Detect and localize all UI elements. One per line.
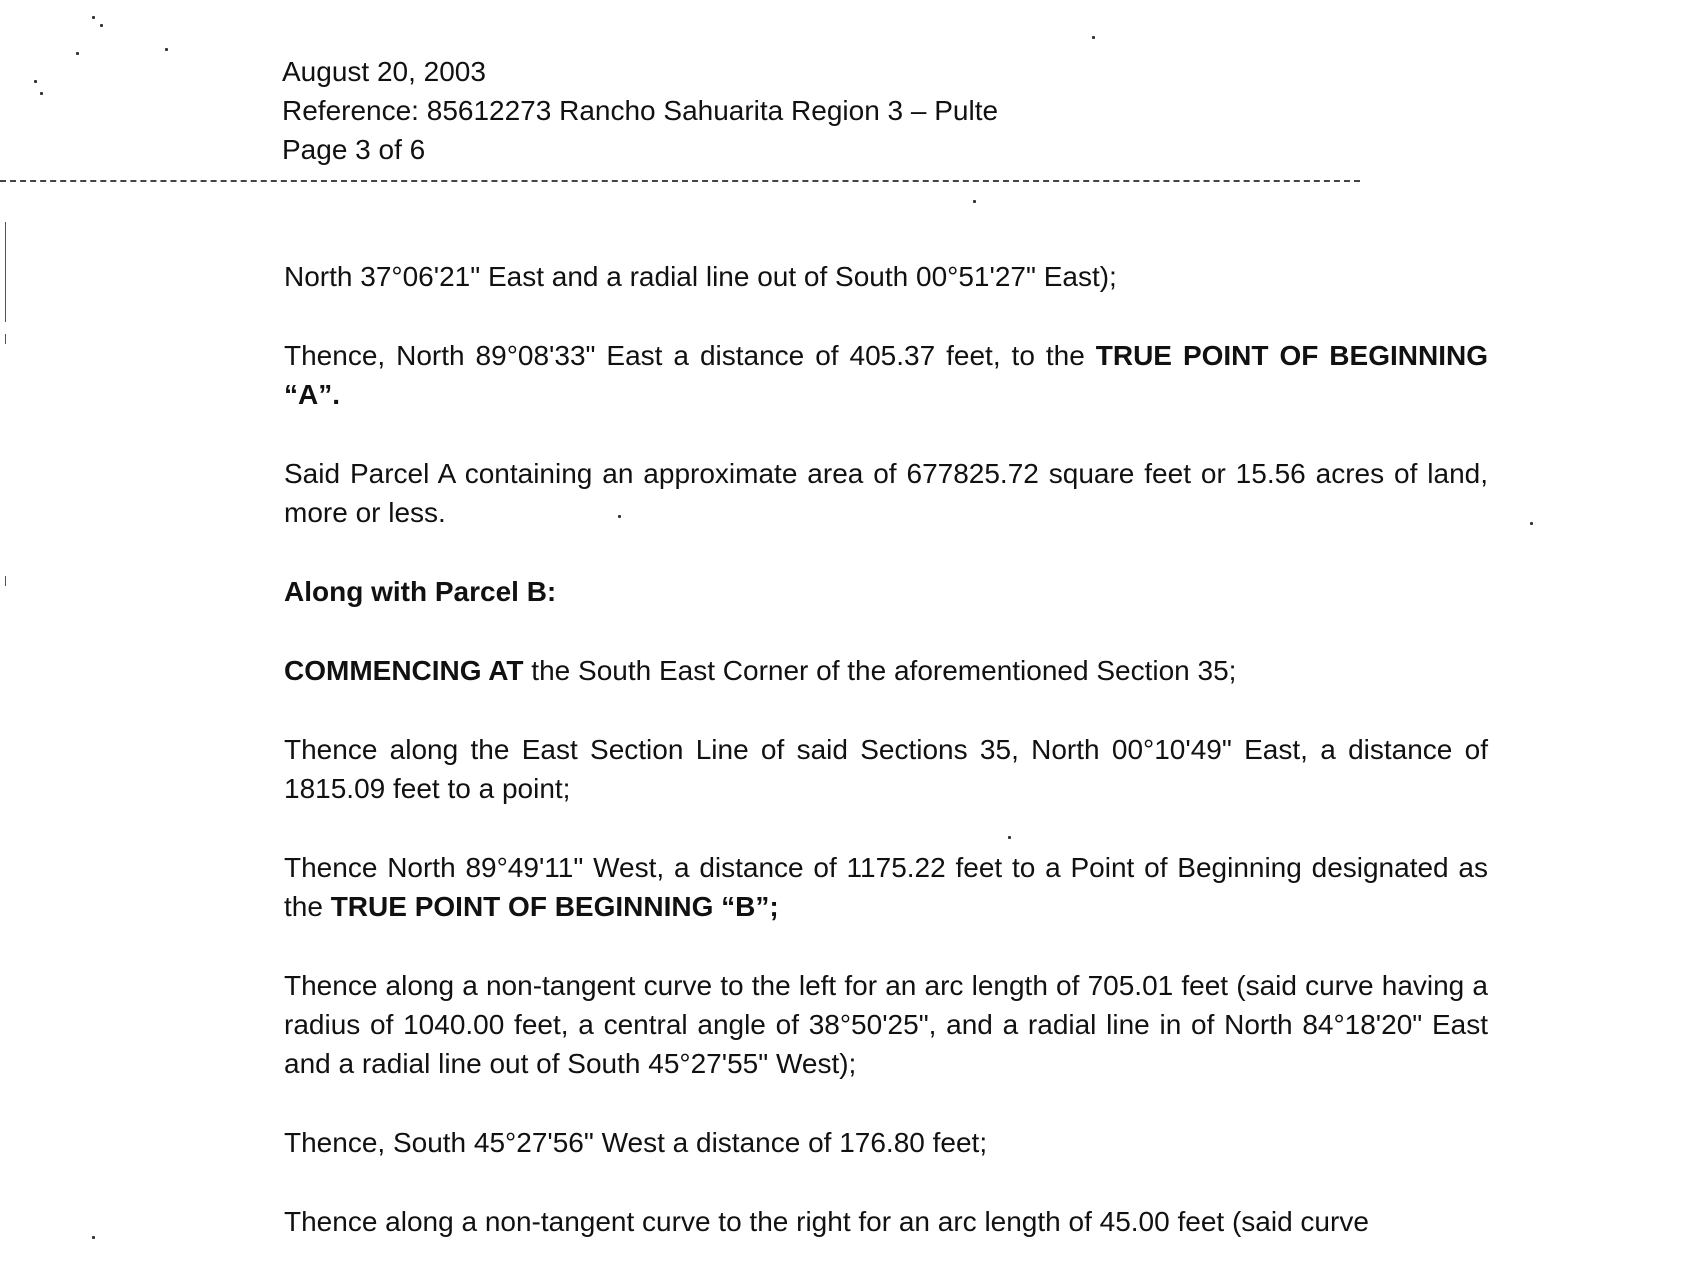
true-point-of-beginning-b: TRUE POINT OF BEGINNING “B”; xyxy=(330,891,779,922)
scan-speck xyxy=(973,200,976,203)
scan-speck xyxy=(165,48,168,51)
paragraph-1-text: North 37°06'21" East and a radial line out of South 00°51'27" East); xyxy=(284,261,1117,292)
paragraph-5 xyxy=(284,651,1488,690)
margin-tick-1 xyxy=(5,334,6,344)
paragraph-7-text: Thence North 89°49'11" West, a distance of 1175.22 feet to a Point of Beginning designated as the xyxy=(284,852,1488,922)
header-page-number: Page 3 of 6 xyxy=(282,134,426,165)
parcel-b-heading: Along with Parcel B: xyxy=(284,576,557,607)
paragraph-6 xyxy=(284,730,1488,808)
paragraph-7 xyxy=(284,848,1488,926)
paragraph-8 xyxy=(284,966,1488,1083)
paragraph-3 xyxy=(284,454,1488,532)
paragraph-2 xyxy=(284,336,1488,414)
scan-speck xyxy=(92,16,95,19)
header-divider xyxy=(0,180,1360,182)
scan-speck xyxy=(100,24,103,27)
scan-speck xyxy=(1092,36,1095,39)
page-header xyxy=(282,52,998,169)
paragraph-3-text: Said Parcel A containing an approximate area of 677825.72 square feet or 15.56 acres of land, more or less. xyxy=(284,458,1488,528)
scan-speck xyxy=(40,92,43,95)
paragraph-9-text: Thence, South 45°27'56" West a distance of 176.80 feet; xyxy=(284,1127,988,1158)
margin-tick-2 xyxy=(5,576,6,586)
paragraph-8-text: Thence along a non-tangent curve to the left for an arc length of 705.01 feet (said curve having a radius of 1040.00 feet, a central angle of 38°50'25", and a radial line in of North 84°18'20" East and a radial line out of South 45°27'55" West); xyxy=(284,970,1488,1079)
paragraph-1 xyxy=(284,257,1488,296)
paragraph-2-text: Thence, North 89°08'33" East a distance of 405.37 feet, to the xyxy=(284,340,1096,371)
true-point-of-beginning-a: TRUE POINT OF BEGINNING “A”. xyxy=(284,340,1488,410)
paragraph-10 xyxy=(284,1202,1488,1241)
paragraph-9 xyxy=(284,1123,1488,1162)
paragraph-6-text: Thence along the East Section Line of said Sections 35, North 00°10'49" East, a distance of 1815.09 feet to a point; xyxy=(284,734,1488,804)
paragraph-5-text: the South East Corner of the aforementioned Section 35; xyxy=(523,655,1237,686)
paragraph-10-text: Thence along a non-tangent curve to the right for an arc length of 45.00 feet (said curve xyxy=(284,1206,1369,1237)
scan-speck xyxy=(76,52,79,55)
header-date: August 20, 2003 xyxy=(282,56,486,87)
scan-speck xyxy=(92,1236,95,1239)
paragraph-4 xyxy=(284,572,1488,611)
scan-speck xyxy=(1530,522,1533,525)
commencing-at-label: COMMENCING AT xyxy=(284,655,524,686)
header-reference: Reference: 85612273 Rancho Sahuarita Region 3 – Pulte xyxy=(282,95,999,126)
scan-speck xyxy=(34,80,37,83)
margin-bar-top xyxy=(5,222,6,322)
document-body xyxy=(284,257,1488,1281)
